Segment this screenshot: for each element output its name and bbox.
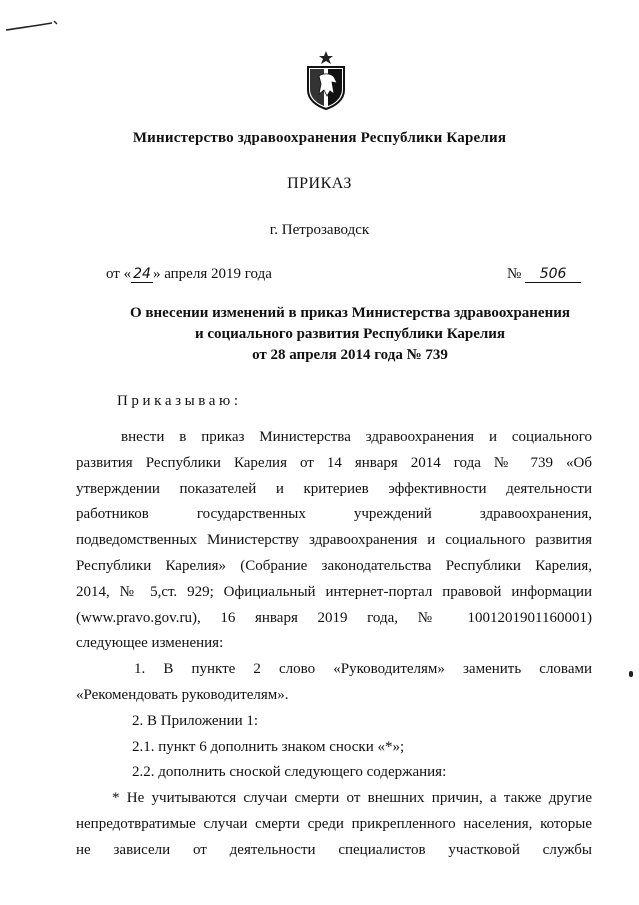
footnote-line: непредотвратимые случаи смерти среди прикрепленного населения, которые <box>76 815 592 832</box>
para1-line: (www.pravo.gov.ru), 16 января 2019 года, № 1001201901160001) <box>76 609 592 626</box>
para1-line: внести в приказ Министерства здравоохранения и социального <box>121 429 592 445</box>
date-rest: » апреля 2019 года <box>152 266 272 282</box>
ministry-name: Министерство здравоохранения Республики Карелия <box>132 130 507 146</box>
number-label: № <box>507 266 522 282</box>
item1-line: «Рекомендовать руководителям». <box>76 686 289 703</box>
para1-line: следующее изменения: <box>76 635 224 652</box>
number-value: 506 <box>525 266 581 283</box>
para1-line: подведомственных Министерству здравоохранения и социального развития <box>76 532 592 549</box>
para1-line: Республики Карелия» (Собрание законодательства Республики Карелия, <box>76 557 592 574</box>
item2-1: 2.1. пункт 6 дополнить знаком сноски «*»; <box>132 738 405 755</box>
date-day: 24 <box>133 266 151 282</box>
subject-line-3: от 28 апреля 2014 года № 739 <box>252 347 448 363</box>
order-subject <box>60 303 639 366</box>
footnote-line: не зависели от деятельности специалистов участковой службы <box>76 841 592 858</box>
item2-2: 2.2. дополнить сноской следующего содержания: <box>132 764 447 781</box>
para1-line: работников государственных учреждений здравоохранения, <box>76 506 592 523</box>
order-number <box>507 266 581 283</box>
para1-line: развития Республики Карелия от 14 января 2014 года № 739 «Об <box>76 454 592 471</box>
scan-speck <box>629 671 633 677</box>
para1-line: 2014, № 5,ст. 929; Официальный интернет-портал правовой информации <box>76 583 592 600</box>
date-prefix: от « <box>106 266 132 282</box>
item2: 2. В Приложении 1: <box>132 712 259 729</box>
prikazyvayu-heading: Приказываю: <box>117 393 242 409</box>
handwritten-mark <box>4 6 64 36</box>
para1-line: утверждении показателей и критериев эффективности деятельности <box>76 480 592 497</box>
order-body <box>76 425 592 864</box>
karelia-coat-of-arms-icon <box>303 50 349 110</box>
footnote-line: * Не учитываются случаи смерти от внешних причин, а также другие <box>112 790 592 807</box>
subject-line-1: О внесении изменений в приказ Министерства здравоохранения <box>129 305 570 321</box>
order-date <box>106 266 272 283</box>
item1-line: 1. В пункте 2 слово «Руководителям» заменить словами <box>134 661 592 678</box>
order-title: ПРИКАЗ <box>287 175 352 192</box>
city-name: г. Петрозаводск <box>269 222 370 238</box>
subject-line-2: и социального развития Республики Карелия <box>194 326 506 342</box>
